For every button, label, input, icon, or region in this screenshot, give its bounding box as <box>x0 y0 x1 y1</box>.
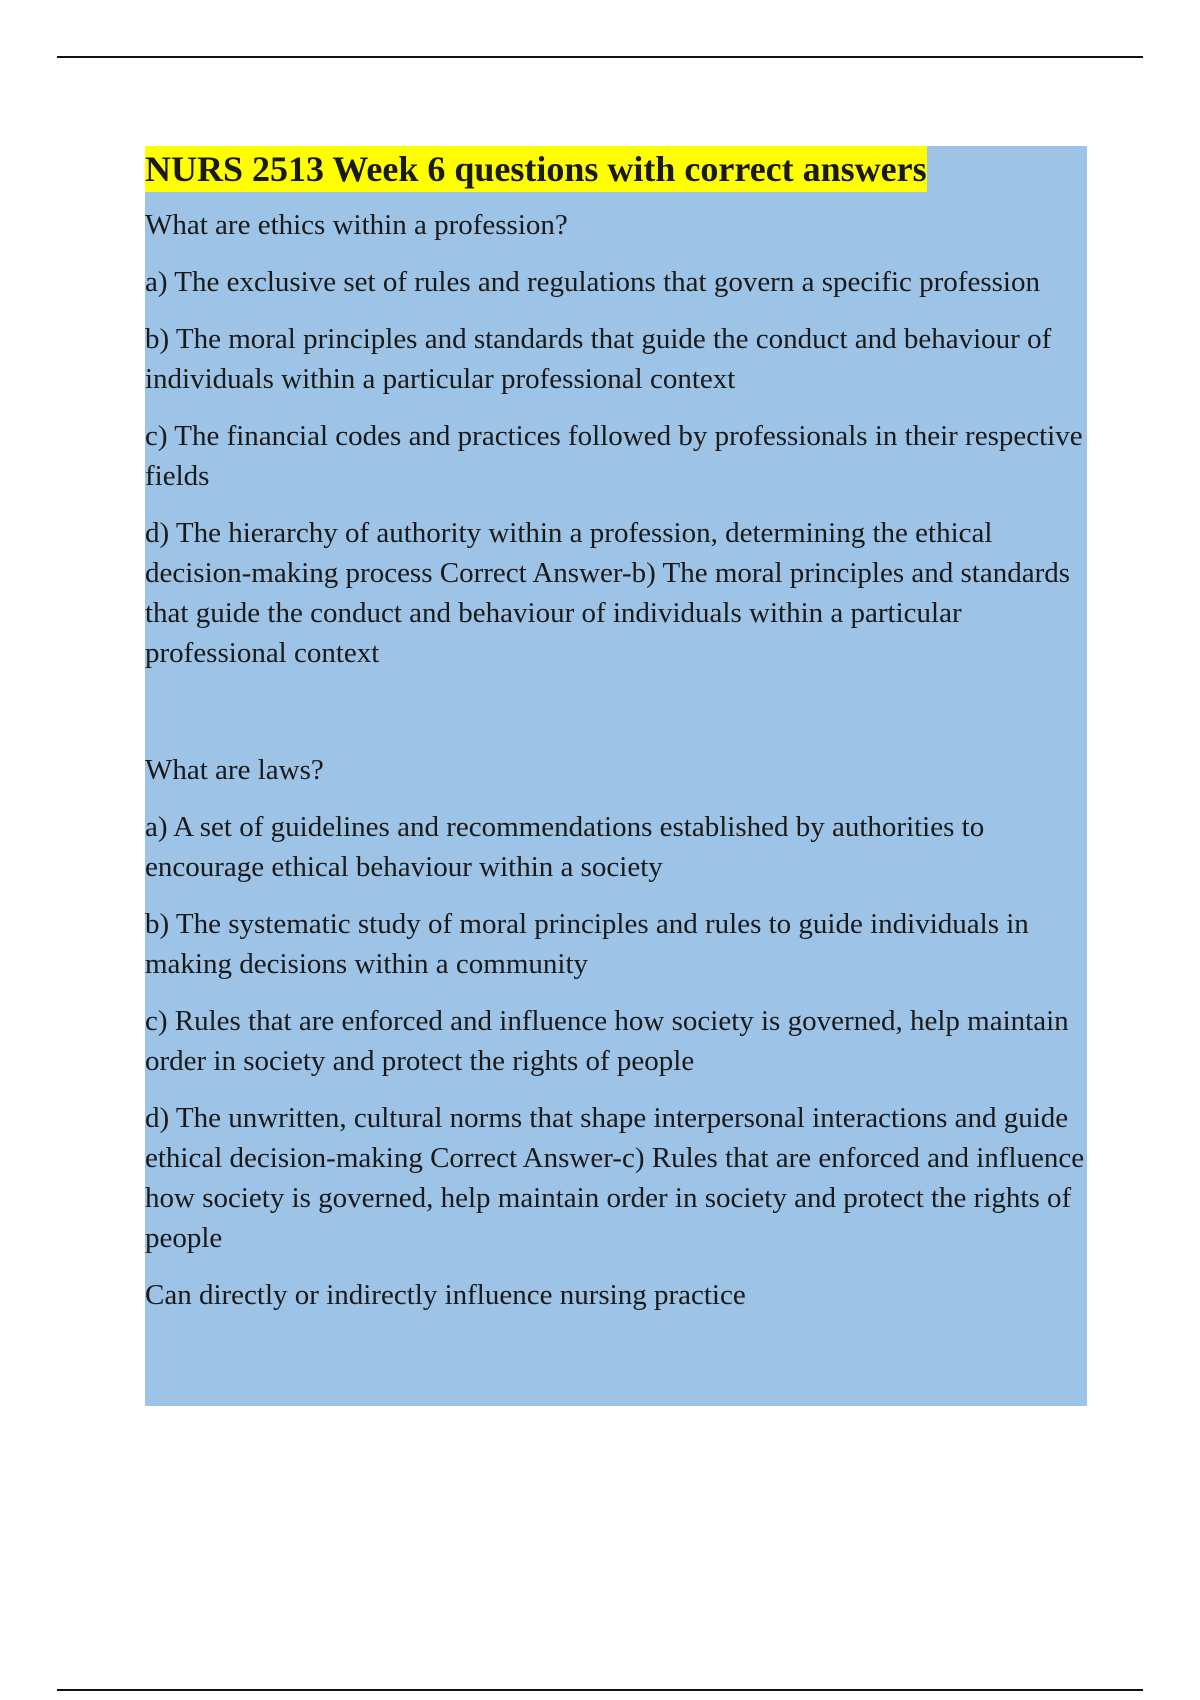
question-text: What are laws? <box>145 754 324 786</box>
top-rule <box>57 56 1143 58</box>
answer-option-d-with-correct-answer: d) The unwritten, cultural norms that shape interpersonal interactions and guide ethical decision-making Correct Answer-c) Rules that are enforced and influence how society is governed, help maintain order in society and protect the rights of people <box>145 1102 1085 1254</box>
answer-option-b: b) The systematic study of moral principles and rules to guide individuals in making decisions within a community <box>145 908 1029 980</box>
answer-option-a: a) The exclusive set of rules and regulations that govern a specific profession <box>145 266 1040 298</box>
closing-line: Can directly or indirectly influence nursing practice <box>145 1279 746 1311</box>
answer-option-c: c) Rules that are enforced and influence how society is governed, help maintain order in society and protect the rights of people <box>145 1005 1069 1077</box>
document-title: NURS 2513 Week 6 questions with correct answers <box>145 146 927 192</box>
answer-option-c: c) The financial codes and practices followed by professionals in their respective fields <box>145 420 1083 492</box>
answer-option-b: b) The moral principles and standards that guide the conduct and behaviour of individuals within a particular professional context <box>145 323 1052 395</box>
document-content <box>145 146 1087 1406</box>
bottom-rule <box>57 1689 1143 1691</box>
answer-option-a: a) A set of guidelines and recommendations established by authorities to encourage ethical behaviour within a society <box>145 811 985 883</box>
question-text: What are ethics within a profession? <box>145 209 568 241</box>
answer-option-d-with-correct-answer: d) The hierarchy of authority within a profession, determining the ethical decision-making process Correct Answer-b) The moral principles and standards that guide the conduct and behaviour of individuals within a particular professional context <box>145 517 1071 669</box>
